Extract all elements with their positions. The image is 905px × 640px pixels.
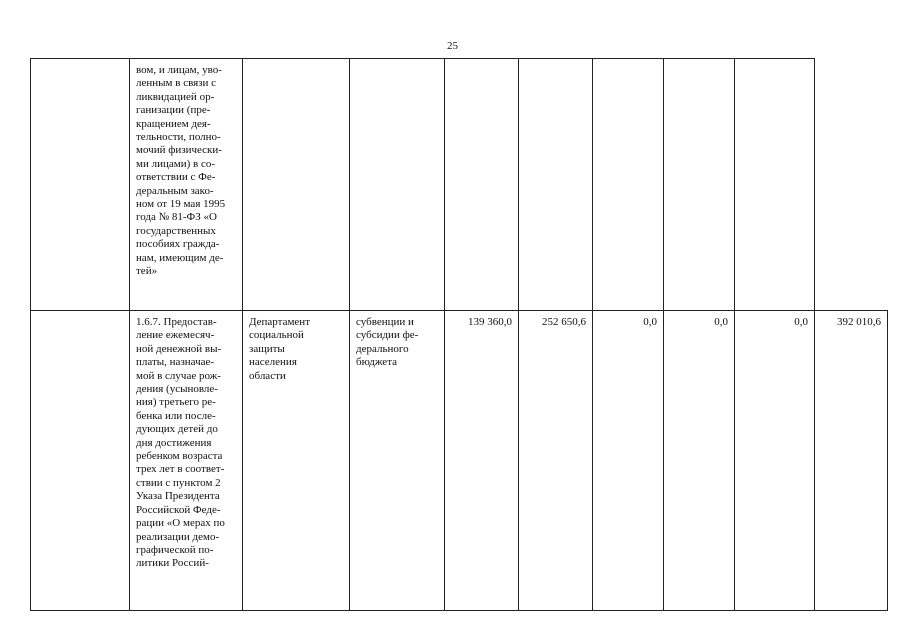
table-row: [31, 311, 888, 611]
executor-cell: [243, 311, 350, 611]
value-cell: [593, 59, 664, 311]
budget-table: [30, 58, 888, 611]
value-cell: [445, 59, 519, 311]
value-2017: 0,0: [735, 311, 815, 611]
number-cell: [31, 311, 130, 611]
source-cell: [350, 311, 445, 611]
value-2016: 0,0: [664, 311, 735, 611]
value-cell: [664, 59, 735, 311]
number-cell: [31, 59, 130, 311]
source-cell: [350, 59, 445, 311]
description-text: вом, и лицам, уво- ленным в связи с ликвидацией ор- ганизации (пре- кращением дея- тельности, полно- мочий физически- ми лицами) в со- ответствии с Фе- деральным зако- ном от 19 мая 1995 года № 81-ФЗ «О государственных пособиях гражда- нам, имеющим де- тей»: [136, 64, 226, 278]
value-2013: 139 360,0: [445, 311, 519, 611]
executor-text: Департамент социальной защиты населения области: [249, 316, 311, 382]
page-number: 25: [447, 40, 458, 52]
executor-cell: [243, 59, 350, 311]
value-2015: 0,0: [593, 311, 664, 611]
description-cell: [130, 59, 243, 311]
value-cell: [735, 59, 815, 311]
value-2014: 252 650,6: [519, 311, 593, 611]
source-text: субвенции и субсидии фе- дерального бюджета: [356, 316, 419, 369]
value-cell: [519, 59, 593, 311]
value-total: 392 010,6: [815, 311, 888, 611]
description-text: 1.6.7. Предостав- ление ежемесяч- ной денежной вы- платы, назначае- мой в случае рож- дения (усыновле- ния) третьего ре- бенка или после- дующих детей до дня достижения ребенком возраста трех лет в соответ- ствии с пунктом 2 Указа Президента Российской Феде- рации «О мерах по реализации демо- графической по- литики Россий-: [136, 316, 225, 570]
table-row: [31, 59, 888, 311]
description-cell: [130, 311, 243, 611]
